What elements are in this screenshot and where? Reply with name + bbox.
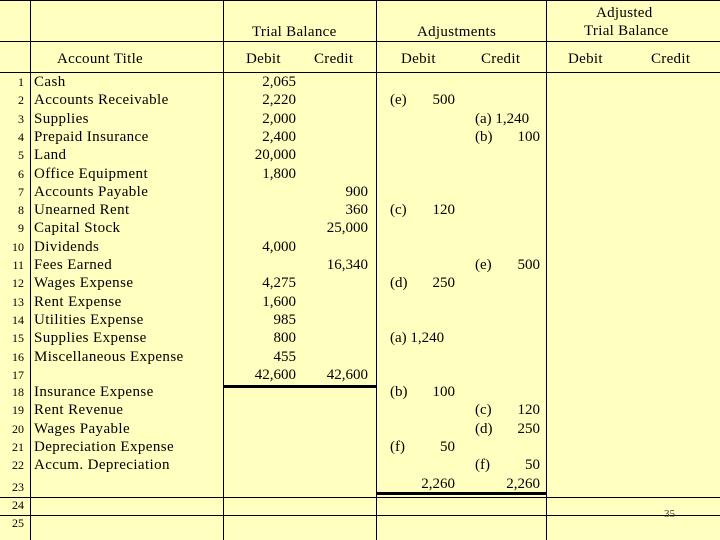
row-number: 14	[12, 312, 24, 327]
adj-credit-amount: 2,260	[506, 475, 540, 492]
tb-debit-amount: 20,000	[254, 147, 296, 164]
tb-column-divider	[376, 0, 377, 540]
header-rule	[0, 41, 720, 42]
tb-debit-amount: 985	[273, 311, 296, 328]
account-title: Wages Expense	[34, 275, 134, 292]
tb-debit-amount: 2,000	[262, 110, 296, 127]
tb-credit-amount: 42,600	[326, 366, 368, 383]
tb-credit-amount: 16,340	[326, 257, 368, 273]
account-title: Unearned Rent	[34, 202, 130, 219]
new-account-title: Insurance Expense	[34, 384, 154, 400]
row-number: 22	[12, 458, 24, 473]
row-number: 20	[12, 421, 24, 436]
row-number: 9	[18, 221, 24, 236]
row-number: 17	[12, 367, 24, 382]
adj-credit-ref: (a) 1,240	[475, 110, 530, 127]
tb-total-rule	[223, 385, 376, 388]
adj-credit-ref: (e)	[475, 257, 492, 273]
bottom-rule	[0, 515, 720, 516]
row-number: 8	[18, 203, 24, 218]
row-number: 10	[12, 239, 24, 254]
row-number: 19	[12, 403, 24, 418]
adj-debit-amount: 100	[432, 384, 455, 400]
row-number: 18	[12, 385, 24, 399]
account-title: Land	[34, 147, 67, 164]
account-title-header: Account Title	[57, 51, 143, 67]
tb-debit-header: Debit	[246, 51, 281, 67]
atb-debit-header: Debit	[568, 51, 603, 67]
account-title: Office Equipment	[34, 165, 149, 182]
row-number-divider	[30, 0, 31, 540]
row-number: 12	[12, 276, 24, 291]
row-number: 1	[18, 75, 24, 89]
account-column-divider	[223, 0, 224, 540]
account-title: Accounts Payable	[34, 183, 149, 200]
adj-debit-ref: (a) 1,240	[390, 330, 445, 347]
row-number: 11	[12, 258, 24, 272]
atb-credit-header: Credit	[651, 51, 691, 67]
row-number: 4	[18, 129, 24, 144]
account-title: Miscellaneous Expense	[34, 348, 184, 365]
account-title: Accounts Receivable	[34, 92, 169, 109]
adj-credit-amount: 500	[517, 257, 540, 273]
adjustments-header: Adjustments	[417, 24, 497, 40]
top-rule	[0, 0, 720, 1]
tb-debit-amount: 2,065	[262, 74, 296, 90]
adj-credit-amount: 50	[525, 457, 540, 474]
adjustments-column-divider	[546, 0, 547, 540]
row-number: 13	[12, 294, 24, 309]
adj-debit-amount: 120	[432, 202, 455, 219]
row-number: 21	[12, 439, 24, 454]
column-header-rule	[0, 72, 720, 73]
row-number: 24	[12, 497, 24, 512]
account-title: Capital Stock	[34, 220, 121, 237]
new-account-title: Depreciation Expense	[34, 438, 175, 455]
row-number: 6	[18, 166, 24, 181]
account-title: Supplies	[34, 110, 89, 127]
account-title: Dividends	[34, 238, 100, 255]
adj-credit-ref: (c)	[475, 402, 492, 419]
tb-debit-amount: 2,400	[262, 128, 296, 145]
adj-debit-amount: 50	[440, 438, 455, 455]
account-title: Cash	[34, 74, 66, 90]
adj-debit-ref: (e)	[390, 92, 407, 109]
account-title: Supplies Expense	[34, 330, 147, 347]
row-number: 3	[18, 111, 24, 126]
account-title: Utilities Expense	[34, 311, 144, 328]
row-number: 5	[18, 148, 24, 163]
adj-credit-header: Credit	[481, 51, 521, 67]
adj-debit-amount: 500	[432, 92, 455, 109]
new-account-title: Accum. Depreciation	[34, 457, 170, 474]
adj-debit-ref: (d)	[390, 275, 408, 292]
adj-debit-amount: 2,260	[421, 475, 455, 492]
tb-debit-amount: 1,600	[262, 293, 296, 310]
new-account-title: Wages Payable	[34, 420, 131, 437]
adjusted-tb-header-line2: Trial Balance	[584, 23, 669, 39]
row-number: 15	[12, 331, 24, 346]
adj-credit-amount: 250	[517, 420, 540, 437]
account-title: Fees Earned	[34, 257, 113, 273]
tb-debit-amount: 2,220	[262, 92, 296, 109]
adj-credit-ref: (d)	[475, 420, 493, 437]
adj-debit-ref: (b)	[390, 384, 408, 400]
row-number: 23	[12, 479, 24, 494]
adj-credit-amount: 100	[517, 128, 540, 145]
tb-debit-amount: 800	[273, 330, 296, 347]
adj-debit-ref: (c)	[390, 202, 407, 219]
adj-debit-header: Debit	[401, 51, 436, 67]
adj-credit-ref: (b)	[475, 128, 493, 145]
row-number: 25	[12, 516, 24, 531]
adjusted-tb-header-line1: Adjusted	[596, 5, 653, 21]
tb-debit-amount: 4,000	[262, 238, 296, 255]
row-number: 16	[12, 349, 24, 364]
account-title: Prepaid Insurance	[34, 128, 149, 145]
adj-credit-amount: 120	[517, 402, 540, 419]
tb-debit-amount: 42,600	[254, 366, 296, 383]
lower-rule	[0, 497, 720, 498]
new-account-title: Rent Revenue	[34, 402, 124, 419]
tb-credit-amount: 900	[345, 183, 368, 200]
tb-debit-amount: 455	[273, 348, 296, 365]
row-number: 7	[18, 184, 24, 199]
tb-debit-amount: 1,800	[262, 165, 296, 182]
tb-credit-amount: 360	[345, 202, 368, 219]
row-number: 2	[18, 93, 24, 108]
account-title: Rent Expense	[34, 293, 122, 310]
trial-balance-header: Trial Balance	[252, 24, 337, 40]
tb-debit-amount: 4,275	[262, 275, 296, 292]
tb-credit-amount: 25,000	[326, 220, 368, 237]
page-number: 35	[664, 508, 675, 520]
tb-credit-header: Credit	[314, 51, 354, 67]
adj-debit-ref: (f)	[390, 438, 405, 455]
adj-debit-amount: 250	[432, 275, 455, 292]
adj-credit-ref: (f)	[475, 457, 490, 474]
